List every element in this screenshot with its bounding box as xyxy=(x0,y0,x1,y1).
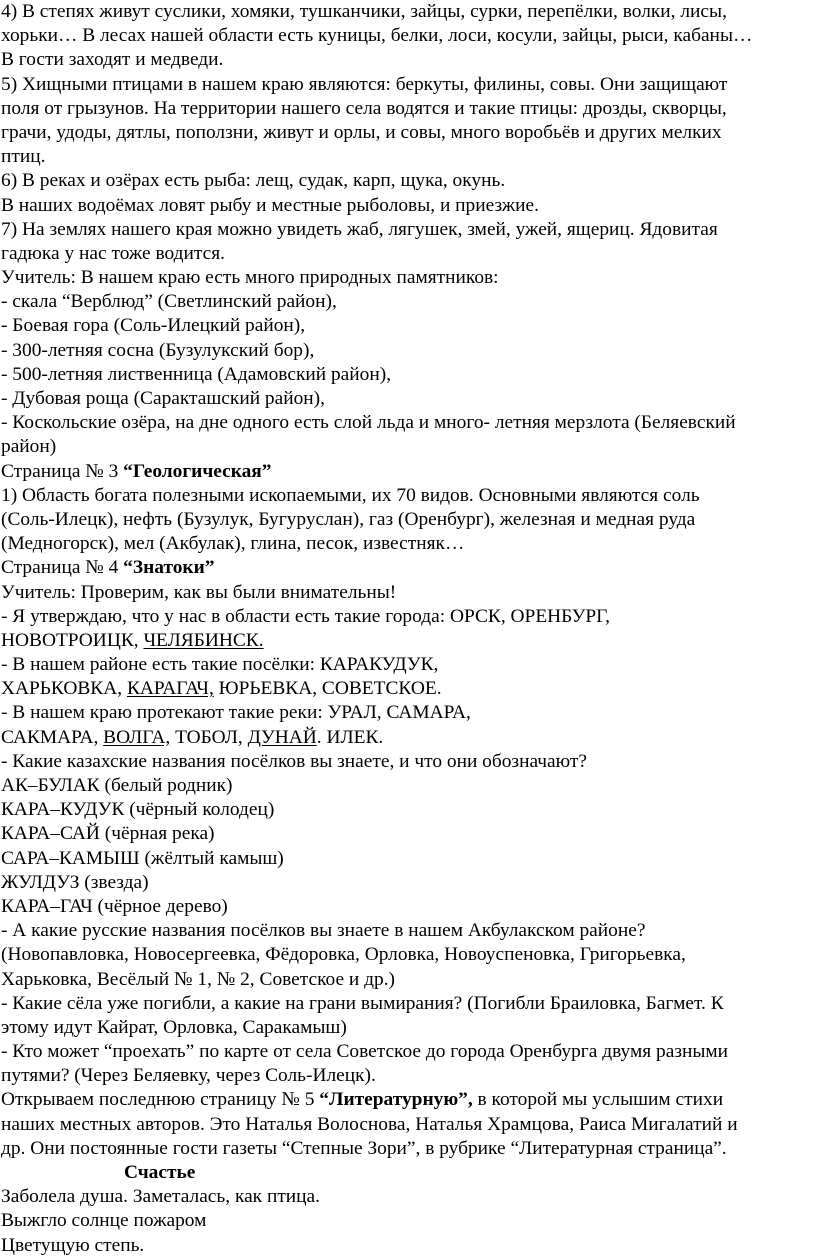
text-segment: путями? (Через Беляевку, через Соль-Илецк). xyxy=(1,1065,376,1087)
text-segment: КАРА–КУДУК (чёрный колодец) xyxy=(1,799,275,821)
text-segment: Учитель: Проверим, как вы были внимательны! xyxy=(1,581,397,603)
text-segment: этому идут Кайрат, Орловка, Саракамыш) xyxy=(1,1016,347,1038)
text-segment: - скала “Верблюд” (Светлинский район), xyxy=(1,291,337,313)
text-segment: ЮРЬЕВКА, СОВЕТСКОЕ. xyxy=(213,678,442,700)
text-segment: КАРА–САЙ (чёрная река) xyxy=(1,823,215,845)
text-segment: - Коскольские озёра, на дне одного есть слой льда и много- летняя мерзлота (Беляевский xyxy=(1,412,736,434)
text-line xyxy=(1,1113,816,1137)
text-segment: 6) В реках и озёрах есть рыба: лещ, судак, карп, щука, окунь. xyxy=(1,170,506,192)
text-line xyxy=(1,387,816,411)
text-segment: - Боевая гора (Соль-Илецкий район), xyxy=(1,315,306,337)
text-segment: КАРА–ГАЧ (чёрное дерево) xyxy=(1,895,228,917)
text-segment: птиц. xyxy=(1,146,46,168)
text-line xyxy=(1,822,816,846)
text-line xyxy=(1,1137,816,1161)
underlined-text: ЧЕЛЯБИНСК. xyxy=(143,629,264,651)
underlined-text: ДУНАЙ xyxy=(247,726,317,748)
text-line xyxy=(1,847,816,871)
text-segment: наших местных авторов. Это Наталья Волоснова, Наталья Храмцова, Раиса Мигалатий и xyxy=(1,1113,738,1135)
text-segment: Выжгло солнце пожаром xyxy=(1,1210,207,1232)
text-segment: В гости заходят и медведи. xyxy=(1,49,224,71)
text-line xyxy=(1,726,816,750)
text-segment: 1) Область богата полезными ископаемыми, их 70 видов. Основными являются соль xyxy=(1,484,700,506)
text-line xyxy=(1,266,816,290)
text-segment: - 500-летняя лиственница (Адамовский район), xyxy=(1,363,392,385)
text-segment: хорьки… В лесах нашей области есть куницы, белки, лоси, косули, зайцы, рыси, кабаны… xyxy=(1,25,753,47)
text-line xyxy=(1,1016,816,1040)
text-segment: 5) Хищными птицами в нашем краю являются: беркуты, филины, совы. Они защищают xyxy=(1,73,728,95)
bold-text: “Знатоки” xyxy=(123,557,215,579)
text-line xyxy=(1,435,816,459)
text-line xyxy=(1,460,816,484)
text-line xyxy=(1,556,816,580)
text-segment: Цветущую степь. xyxy=(1,1234,145,1256)
text-line xyxy=(1,581,816,605)
text-segment: (Соль-Илецк), нефть (Бузулук, Бугуруслан), газ (Оренбург), железная и медная руда xyxy=(1,508,696,530)
text-segment: САРА–КАМЫШ (жёлтый камыш) xyxy=(1,847,284,869)
text-line xyxy=(1,242,816,266)
text-line xyxy=(1,774,816,798)
text-line xyxy=(1,1185,816,1209)
text-line xyxy=(1,605,816,629)
text-line xyxy=(1,411,816,435)
text-segment: . ИЛЕК. xyxy=(316,726,384,748)
text-segment: - В нашем районе есть такие посёлки: КАРАКУДУК, xyxy=(1,654,439,676)
text-line xyxy=(1,121,816,145)
text-line xyxy=(1,968,816,992)
text-line xyxy=(1,73,816,97)
underlined-text: ВОЛГА, xyxy=(103,726,171,748)
text-segment: В наших водоёмах ловят рыбу и местные рыболовы, и приезжие. xyxy=(1,194,539,216)
text-line xyxy=(1,169,816,193)
underlined-text: КАРАГАЧ, xyxy=(126,678,214,700)
text-line xyxy=(1,194,816,218)
text-segment: ХАРЬКОВКА, xyxy=(1,678,127,700)
text-line xyxy=(1,992,816,1016)
text-line xyxy=(1,750,816,774)
text-line xyxy=(1,629,816,653)
text-line xyxy=(1,48,816,72)
text-segment: Открываем последнюю страницу № 5 xyxy=(1,1089,320,1111)
text-segment: (Медногорск), мел (Акбулак), глина, песок, известняк… xyxy=(1,533,465,555)
text-line xyxy=(1,484,816,508)
text-line xyxy=(1,701,816,725)
text-segment: ЖУЛДУЗ (звезда) xyxy=(1,871,149,893)
text-segment: АК–БУЛАК (белый родник) xyxy=(1,775,233,796)
text-segment: район) xyxy=(1,436,57,458)
text-line xyxy=(1,1040,816,1064)
bold-text: Счастье xyxy=(124,1162,196,1183)
text-segment: Страница № 3 xyxy=(1,460,124,482)
text-segment: 4) В степях живут суслики, хомяки, тушканчики, зайцы, сурки, перепёлки, волки, лисы, xyxy=(1,1,727,22)
text-line xyxy=(1,919,816,943)
bold-text: “Геологическая” xyxy=(123,460,272,482)
text-line xyxy=(1,653,816,677)
text-segment: НОВОТРОИЦК, xyxy=(1,629,144,651)
text-line xyxy=(1,145,816,169)
text-line xyxy=(1,871,816,895)
text-segment: Харьковка, Весёлый № 1, № 2, Советское и др.) xyxy=(1,968,396,990)
text-segment: САКМАРА, xyxy=(1,726,104,748)
text-segment: - В нашем краю протекают такие реки: УРАЛ, САМАРА, xyxy=(1,702,471,724)
text-segment: в которой мы услышим стихи xyxy=(472,1089,724,1111)
text-line xyxy=(1,532,816,556)
text-segment: - Дубовая роща (Саракташский район), xyxy=(1,388,325,409)
text-line xyxy=(1,1234,816,1258)
text-line xyxy=(1,24,816,48)
text-segment: грачи, удоды, дятлы, поползни, живут и орлы, и совы, много воробьёв и других мелких xyxy=(1,121,722,143)
text-segment: ТОБОЛ, xyxy=(170,726,248,748)
text-line xyxy=(1,218,816,242)
text-segment: - Какие сёла уже погибли, а какие на грани вымирания? (Погибли Браиловка, Багмет. К xyxy=(1,992,724,1014)
text-segment: поля от грызунов. На территории нашего села водятся и такие птицы: дрозды, скворцы, xyxy=(1,97,727,119)
text-segment: Заболела душа. Заметалась, как птица. xyxy=(1,1186,321,1208)
text-line xyxy=(1,97,816,121)
text-segment: Учитель: В нашем краю есть много природных памятников: xyxy=(1,267,499,289)
text-line xyxy=(1,677,816,701)
text-segment: - Кто может “проехать” по карте от села Советское до города Оренбурга двумя разными xyxy=(1,1041,729,1063)
text-line xyxy=(1,508,816,532)
text-line xyxy=(1,895,816,919)
text-segment: гадюка у нас тоже водится. xyxy=(1,242,225,264)
text-line xyxy=(1,314,816,338)
text-segment: - А какие русские названия посёлков вы знаете в нашем Акбулакском районе? xyxy=(1,920,646,942)
text-line xyxy=(1,943,816,967)
text-segment: др. Они постоянные гости газеты “Степные Зори”, в рубрике “Литературная страница”. xyxy=(1,1137,727,1159)
text-segment: - Я утверждаю, что у нас в области есть такие города: ОРСК, ОРЕНБУРГ, xyxy=(1,605,611,627)
text-line xyxy=(1,290,816,314)
text-segment: - Какие казахские названия посёлков вы знаете, и что они обозначают? xyxy=(1,750,587,772)
text-line xyxy=(1,1088,816,1112)
text-line xyxy=(1,1209,816,1233)
text-line xyxy=(1,798,816,822)
text-segment: (Новопавловка, Новосергеевка, Фёдоровка, Орловка, Новоуспеновка, Григорьевка, xyxy=(1,944,686,966)
bold-text: “Литературную”, xyxy=(319,1089,473,1111)
text-segment: 7) На землях нашего края можно увидеть жаб, лягушек, змей, ужей, ящериц. Ядовитая xyxy=(1,218,718,240)
text-line xyxy=(1,0,816,24)
text-line xyxy=(1,339,816,363)
text-line xyxy=(1,363,816,387)
text-line xyxy=(1,1064,816,1088)
poem-title xyxy=(1,1161,816,1185)
text-segment: - 300-летняя сосна (Бузулукский бор), xyxy=(1,339,315,361)
text-segment: Страница № 4 xyxy=(1,557,124,579)
